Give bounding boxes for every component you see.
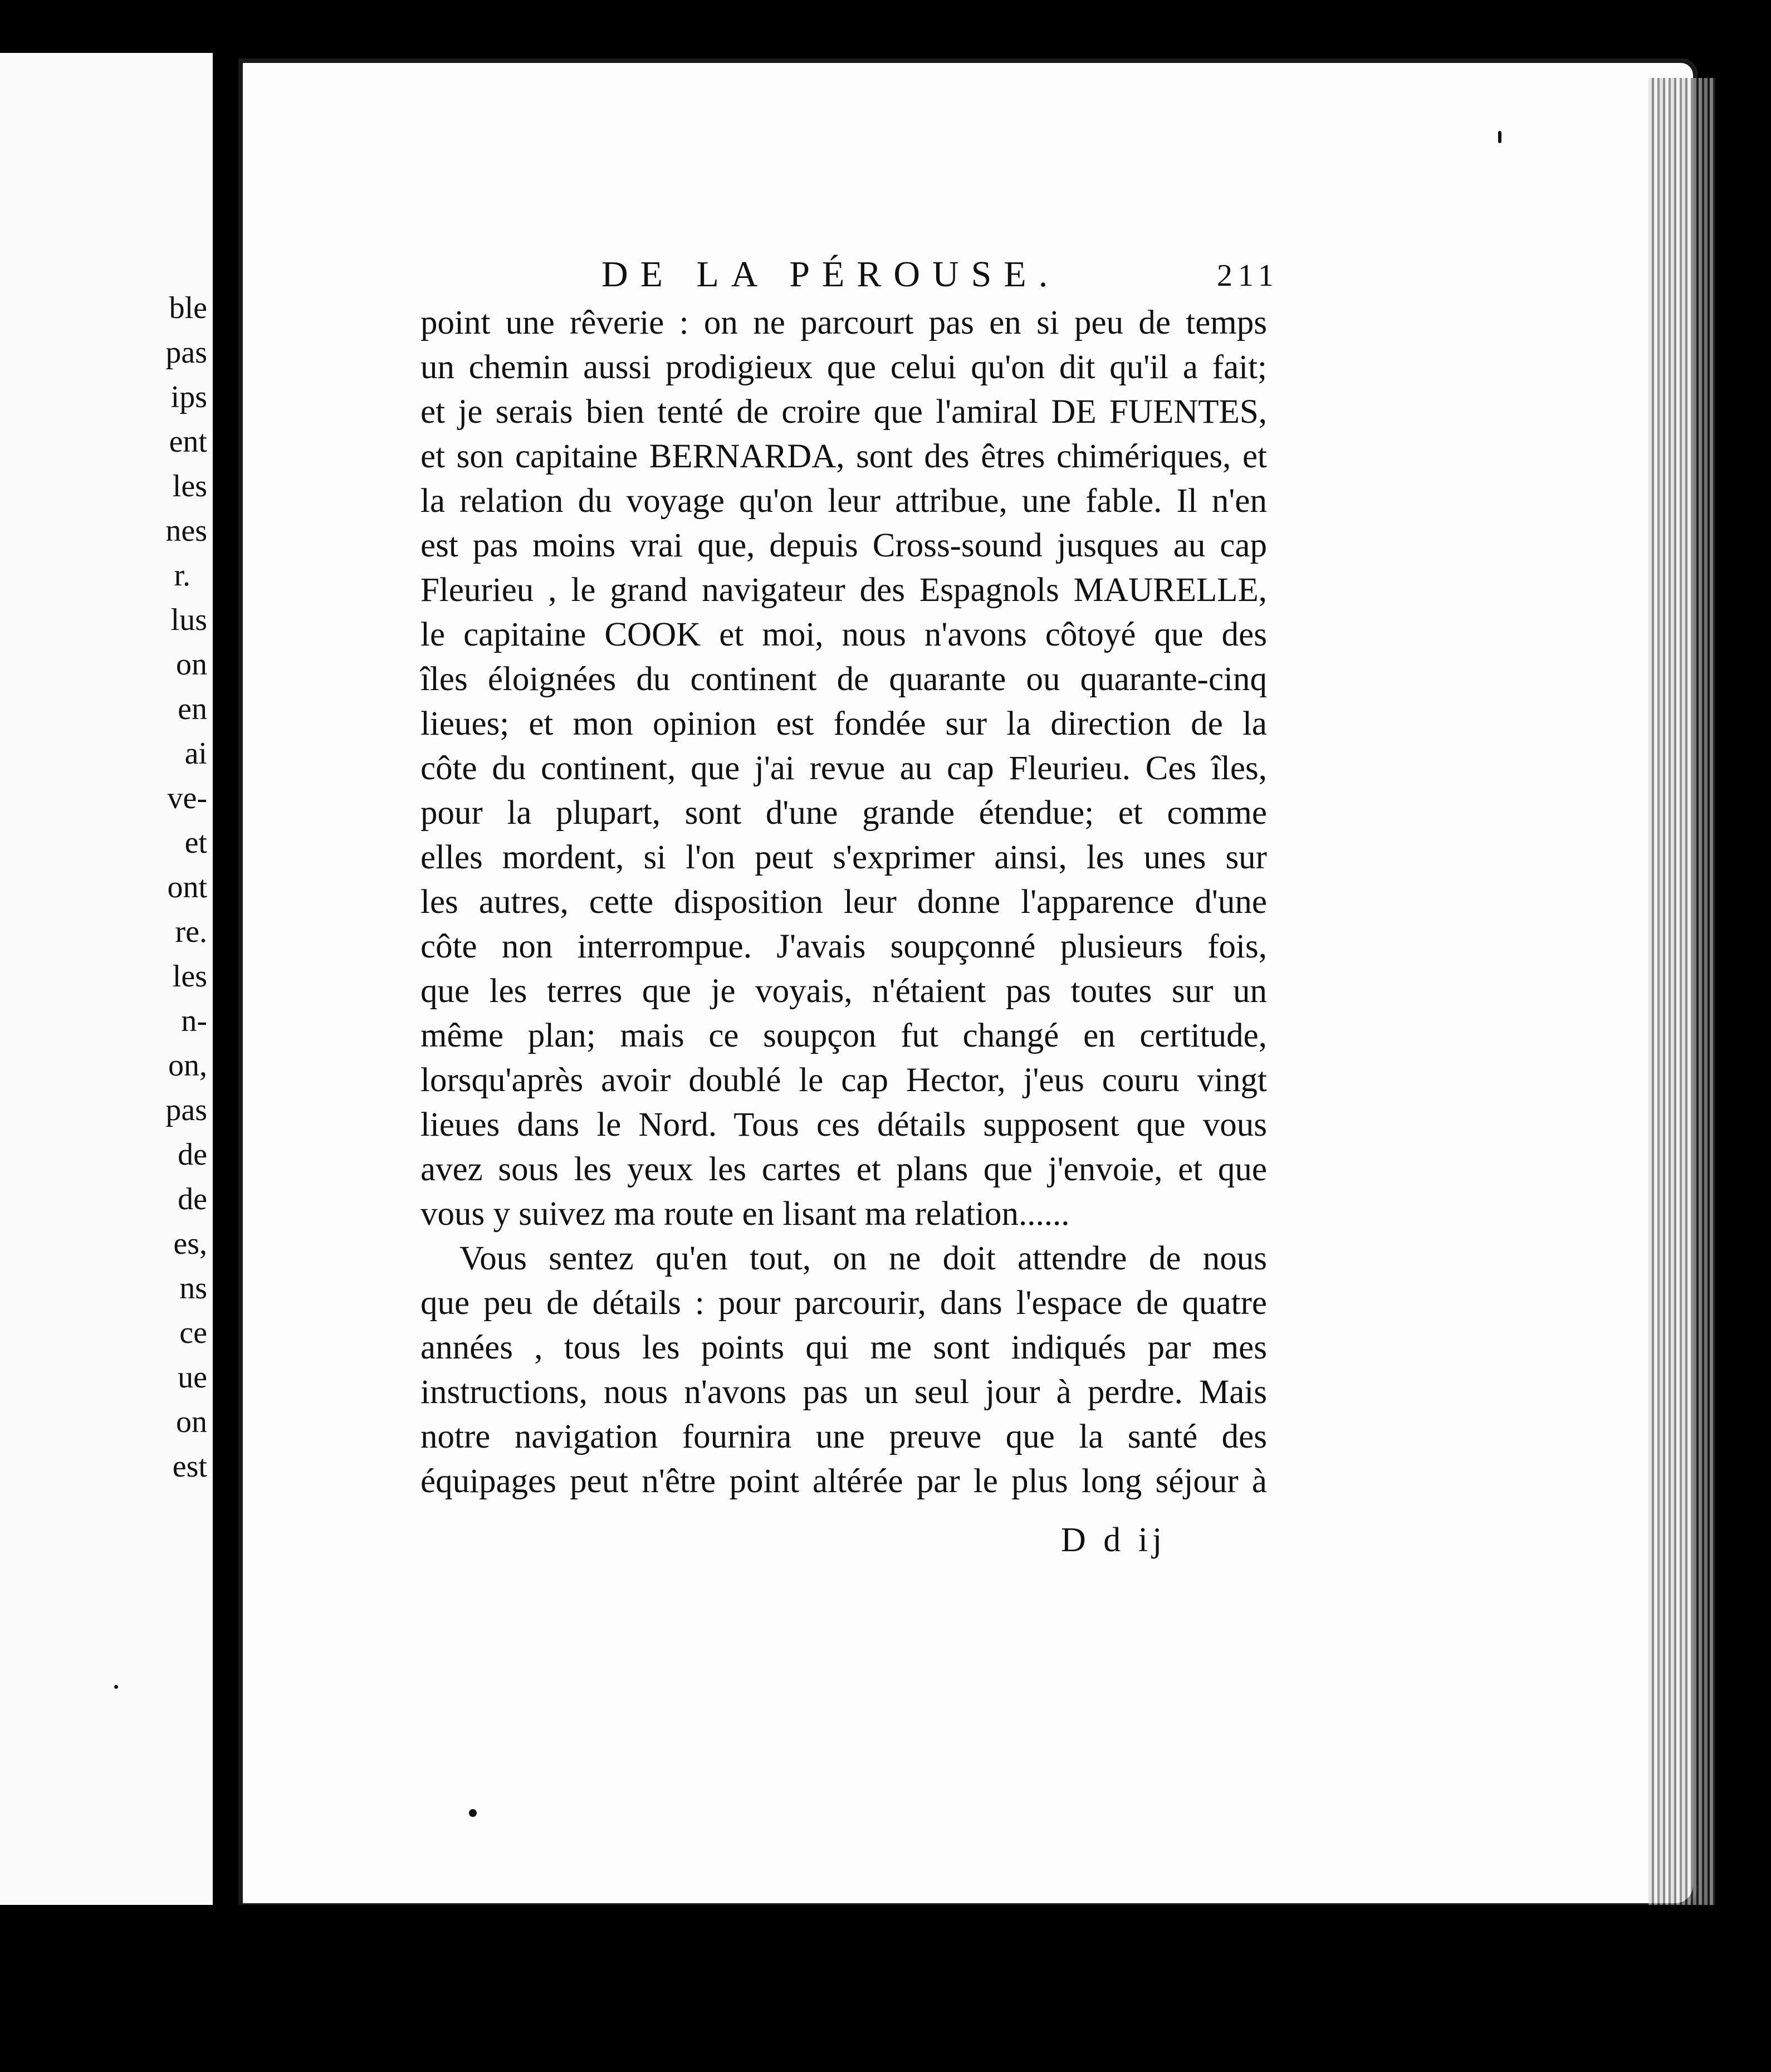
text-line: le capitaine COOK et moi, nous n'avons côtoyé que des bbox=[420, 616, 1267, 653]
text-line: même plan; mais ce soupçon fut changé en certitude, bbox=[420, 1017, 1267, 1054]
left-page-fragment: ve- bbox=[167, 781, 207, 815]
left-page-fragment: ce bbox=[179, 1316, 207, 1350]
left-page-fragment: de bbox=[178, 1182, 207, 1216]
left-page-fragment: re. bbox=[175, 915, 207, 949]
left-page-fragment: de bbox=[178, 1137, 207, 1172]
text-line: notre navigation fournira une preuve que la santé des bbox=[420, 1418, 1267, 1455]
left-page-fragment: on, bbox=[168, 1048, 207, 1083]
left-page-fragment: ont bbox=[167, 870, 207, 905]
left-page-fragment: ent bbox=[169, 424, 207, 459]
left-page-fragment: pas bbox=[165, 335, 207, 370]
body-text bbox=[420, 301, 1267, 1504]
left-page-fragment: les bbox=[172, 469, 207, 504]
text-line: îles éloignées du continent de quarante ou quarante-cinq bbox=[420, 661, 1267, 698]
ink-speck bbox=[1498, 131, 1501, 143]
paragraph-first-line: Vous sentez qu'en tout, on ne doit attendre de nous bbox=[459, 1240, 1267, 1277]
text-line: vous y suivez ma route en lisant ma relation...... bbox=[420, 1195, 1070, 1233]
text-line: un chemin aussi prodigieux que celui qu'on dit qu'il a fait; bbox=[420, 349, 1267, 386]
text-line: elles mordent, si l'on peut s'exprimer ainsi, les unes sur bbox=[420, 839, 1267, 876]
left-page-fragment: n- bbox=[181, 1004, 207, 1038]
text-line: côte du continent, que j'ai revue au cap Fleurieu. Ces îles, bbox=[420, 750, 1267, 787]
text-line: lieues dans le Nord. Tous ces détails supposent que vous bbox=[420, 1106, 1267, 1143]
left-page-fragment: en bbox=[178, 692, 207, 726]
text-line: les autres, cette disposition leur donne l'apparence d'une bbox=[420, 883, 1267, 921]
signature-mark: D d ij bbox=[1061, 1521, 1167, 1559]
text-line: lorsqu'après avoir doublé le cap Hector, j'eus couru vingt bbox=[420, 1062, 1267, 1099]
left-page-fragment: pas bbox=[165, 1093, 207, 1127]
text-line: pour la plupart, sont d'une grande étendue; et comme bbox=[420, 794, 1267, 832]
ink-speck bbox=[469, 1809, 477, 1817]
book-spine-gutter bbox=[213, 53, 238, 2072]
page-number: 211 bbox=[1217, 258, 1279, 293]
ink-speck bbox=[114, 1685, 118, 1689]
left-page-fragment: r. bbox=[174, 558, 190, 593]
left-page-fragment: ai bbox=[184, 736, 207, 771]
left-page-fragment: ns bbox=[179, 1271, 207, 1306]
left-page-fragment: on bbox=[176, 1405, 207, 1439]
left-page-fragment: est bbox=[172, 1449, 207, 1484]
text-line: lieues; et mon opinion est fondée sur la direction de la bbox=[420, 705, 1267, 742]
text-line: et je serais bien tenté de croire que l'amiral DE FUENTES, bbox=[420, 393, 1267, 431]
text-line: équipages peut n'être point altérée par le plus long séjour à bbox=[420, 1463, 1267, 1500]
left-page-fragment: ue bbox=[178, 1360, 207, 1395]
left-page-fragment: lus bbox=[170, 603, 207, 637]
text-line: que peu de détails : pour parcourir, dans l'espace de quatre bbox=[420, 1284, 1267, 1322]
left-page-fragment: es, bbox=[173, 1226, 207, 1261]
text-line: années , tous les points qui me sont indiqués par mes bbox=[420, 1329, 1267, 1366]
left-page-fragment: on bbox=[176, 647, 207, 682]
text-line: et son capitaine BERNARDA, sont des êtres chimériques, et bbox=[420, 438, 1267, 475]
left-page-fragment: les bbox=[172, 959, 207, 994]
left-page-fragment: ble bbox=[169, 291, 207, 325]
left-page-fragment: et bbox=[184, 825, 207, 860]
running-head bbox=[0, 253, 1771, 304]
left-page bbox=[0, 53, 216, 1905]
text-line: point une rêverie : on ne parcourt pas en si peu de temps bbox=[420, 304, 1267, 341]
text-line: est pas moins vrai que, depuis Cross-sound jusques au cap bbox=[420, 527, 1267, 564]
text-line: instructions, nous n'avons pas un seul jour à perdre. Mais bbox=[420, 1374, 1267, 1411]
scan-bottom-band bbox=[0, 1905, 1771, 2072]
left-page-fragment: nes bbox=[165, 514, 207, 548]
text-line: la relation du voyage qu'on leur attribue, une fable. Il n'en bbox=[420, 482, 1267, 520]
text-line: Fleurieu , le grand navigateur des Espagnols MAURELLE, bbox=[420, 571, 1267, 609]
text-line: côte non interrompue. J'avais soupçonné plusieurs fois, bbox=[420, 928, 1267, 965]
text-line: que les terres que je voyais, n'étaient pas toutes sur un bbox=[420, 973, 1267, 1010]
running-title: DE LA PÉROUSE. bbox=[601, 254, 1060, 295]
text-line: avez sous les yeux les cartes et plans que j'envoie, et que bbox=[420, 1151, 1267, 1188]
page-edge-texture bbox=[1648, 78, 1715, 1961]
left-page-fragment: ips bbox=[170, 380, 207, 414]
